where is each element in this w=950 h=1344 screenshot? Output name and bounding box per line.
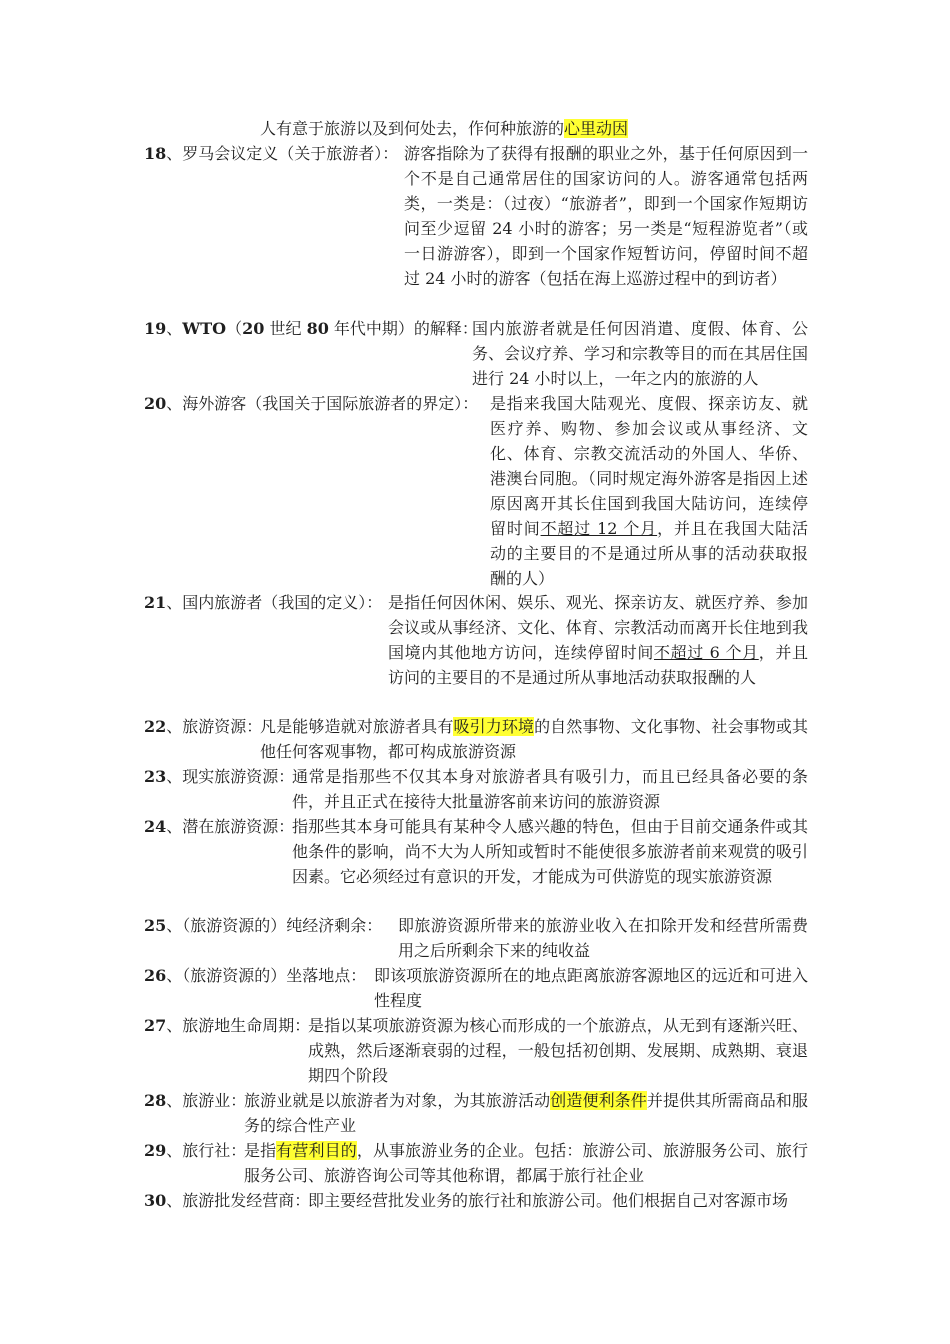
entry-21 (144, 590, 808, 690)
entry-number: 23 (144, 767, 167, 786)
entry-28 (144, 1088, 808, 1138)
entry-number: 26 (144, 966, 167, 985)
entry-term (144, 391, 490, 416)
entry-title: 、旅游批发经营商： (166, 1191, 311, 1210)
entry-definition: 通常是指那些不仅其本身对旅游者具有吸引力，而且已经具备必要的条件，并且正式在接待大批量游客前来访问的旅游资源 (292, 767, 808, 811)
entry-term (144, 1013, 311, 1038)
entry-number: 20 (144, 394, 167, 413)
entry-number: 24 (144, 817, 167, 836)
entry-term (144, 913, 398, 938)
entry-definition: 即旅游资源所带来的旅游业收入在扣除开发和经营所需费用之后所剩余下来的纯收益 (398, 916, 808, 960)
entry-definition: 国内旅游者就是任何因消遣、度假、体育、公务、会议疗养、学习和宗教等目的而在其居住国进行 24 小时以上，一年之内的旅游的人 (472, 319, 808, 388)
entry-term (144, 1138, 247, 1163)
entry-definition: 是指来我国大陆观光、度假、探亲访友、就医疗养、购物、参加会议或从事经济、文化、体育、宗教交流活动的外国人、华侨、港澳台同胞。（同时规定海外游客是指因上述原因离开其长住国到我国大陆访问，连续停留时间不超过 12 个月，并且在我国大陆活动的主要目的不是通过所从事的活动获取报酬的人） (490, 394, 808, 588)
entry-29 (144, 1138, 808, 1188)
entry-number: 28 (144, 1091, 167, 1110)
underlined-term: 不超过 12 个月 (540, 519, 658, 538)
entry-23 (144, 764, 808, 814)
entry-term: 19、WTO（20 世纪 80 年代中期）的解释： (144, 319, 478, 338)
entry-title: 、潜在旅游资源： (166, 817, 295, 836)
intro-text: 人有意于旅游以及到何处去，作何种旅游的 (260, 119, 565, 138)
entry-term (144, 764, 295, 789)
entry-24 (144, 814, 808, 889)
entry-26 (144, 963, 808, 1013)
entry-18 (144, 141, 808, 291)
entry-title: 、旅游地生命周期： (166, 1016, 311, 1035)
underlined-term: 不超过 6 个月 (654, 643, 759, 662)
entry-term (144, 590, 388, 615)
entry-term (144, 814, 295, 839)
entry-number: 22 (144, 717, 167, 736)
entry-definition: 旅游业就是以旅游者为对象，为其旅游活动创造便利条件并提供其所需商品和服务的综合性产业 (244, 1091, 808, 1135)
entry-20 (144, 391, 808, 591)
wto-label: WTO (182, 319, 227, 338)
entry-definition: 指那些其本身可能具有某种令人感兴趣的特色，但由于目前交通条件或其他条件的影响，尚不大为人所知或暂时不能使很多旅游者前来观赏的吸引因素。它必须经过有意识的开发，才能成为可供游览的现实旅游资源 (292, 817, 808, 886)
entry-title: 、（旅游资源的）纯经济剩余： (166, 916, 383, 935)
entry-30 (144, 1188, 808, 1213)
entry-title: 、旅游业： (166, 1091, 247, 1110)
entry-term (144, 714, 263, 739)
entry-definition: 游客指除为了获得有报酬的职业之外，基于任何原因到一个不是自己通常居住的国家访问的人。游客通常包括两类，一类是：（过夜）“旅游者”，即到一个国家作短期访问至少逗留 24 小时的游客；另一类是“短程游览者”（或一日游游客），即到一个国家作短暂访问，停留时间不超过 24 小时的游客（包括在海上巡游过程中的到访者） (404, 144, 808, 288)
entry-title: 、（旅游资源的）坐落地点： (166, 966, 367, 985)
entry-term (144, 963, 374, 988)
entry-number: 29 (144, 1141, 167, 1160)
intro-highlight: 心里动因 (564, 119, 629, 138)
entry-25 (144, 913, 808, 963)
entry-definition: 凡是能够造就对旅游者具有吸引力环境的自然事物、文化事物、社会事物或其他任何客观事物，都可构成旅游资源 (260, 717, 808, 761)
entry-definition: 即该项旅游资源所在的地点距离旅游客源地区的远近和可进入性程度 (374, 966, 808, 1010)
entry-number: 30 (144, 1191, 167, 1210)
entry-definition: 即主要经营批发业务的旅行社和旅游公司。他们根据自己对客源市场 (308, 1191, 789, 1210)
entry-definition: 是指有营利目的，从事旅游业务的企业。包括：旅游公司、旅游服务公司、旅行服务公司、旅游咨询公司等其他称谓，都属于旅行社企业 (244, 1141, 808, 1185)
entry-term (144, 1088, 247, 1113)
entry-title: 、国内旅游者（我国的定义）： (166, 593, 383, 612)
entry-22 (144, 714, 808, 764)
entry-title: 、旅游资源： (166, 717, 263, 736)
entry-27 (144, 1013, 808, 1088)
entry-number: 18 (144, 144, 167, 163)
entry-number: 27 (144, 1016, 167, 1035)
highlighted-term: 创造便利条件 (550, 1091, 647, 1110)
entry-term (144, 141, 404, 166)
entry-title: 、现实旅游资源： (166, 767, 295, 786)
entry-definition: 是指任何因休闲、娱乐、观光、探亲访友、就医疗养、参加会议或从事经济、文化、体育、宗教活动而离开长住地到我国境内其他地方访问，连续停留时间不超过 6 个月，并且访问的主要目的不是通过所从事地活动获取报酬的人 (388, 593, 808, 687)
entry-19 (144, 316, 808, 391)
entry-title: 、旅行社： (166, 1141, 247, 1160)
entry-definition: 是指以某项旅游资源为核心而形成的一个旅游点，从无到有逐渐兴旺、成熟，然后逐渐衰弱的过程，一般包括初创期、发展期、成熟期、衰退期四个阶段 (308, 1016, 808, 1085)
entry-number: 19 (144, 319, 167, 338)
entry-number: 21 (144, 593, 167, 612)
entry-title: 、海外游客（我国关于国际旅游者的界定）： (166, 394, 479, 413)
highlighted-term: 有营利目的 (276, 1141, 357, 1160)
entry-title: 、罗马会议定义（关于旅游者）： (166, 144, 399, 163)
entry-term (144, 1188, 311, 1213)
highlighted-term: 吸引力环境 (453, 717, 535, 736)
intro-line (260, 116, 628, 141)
entry-number: 25 (144, 916, 167, 935)
